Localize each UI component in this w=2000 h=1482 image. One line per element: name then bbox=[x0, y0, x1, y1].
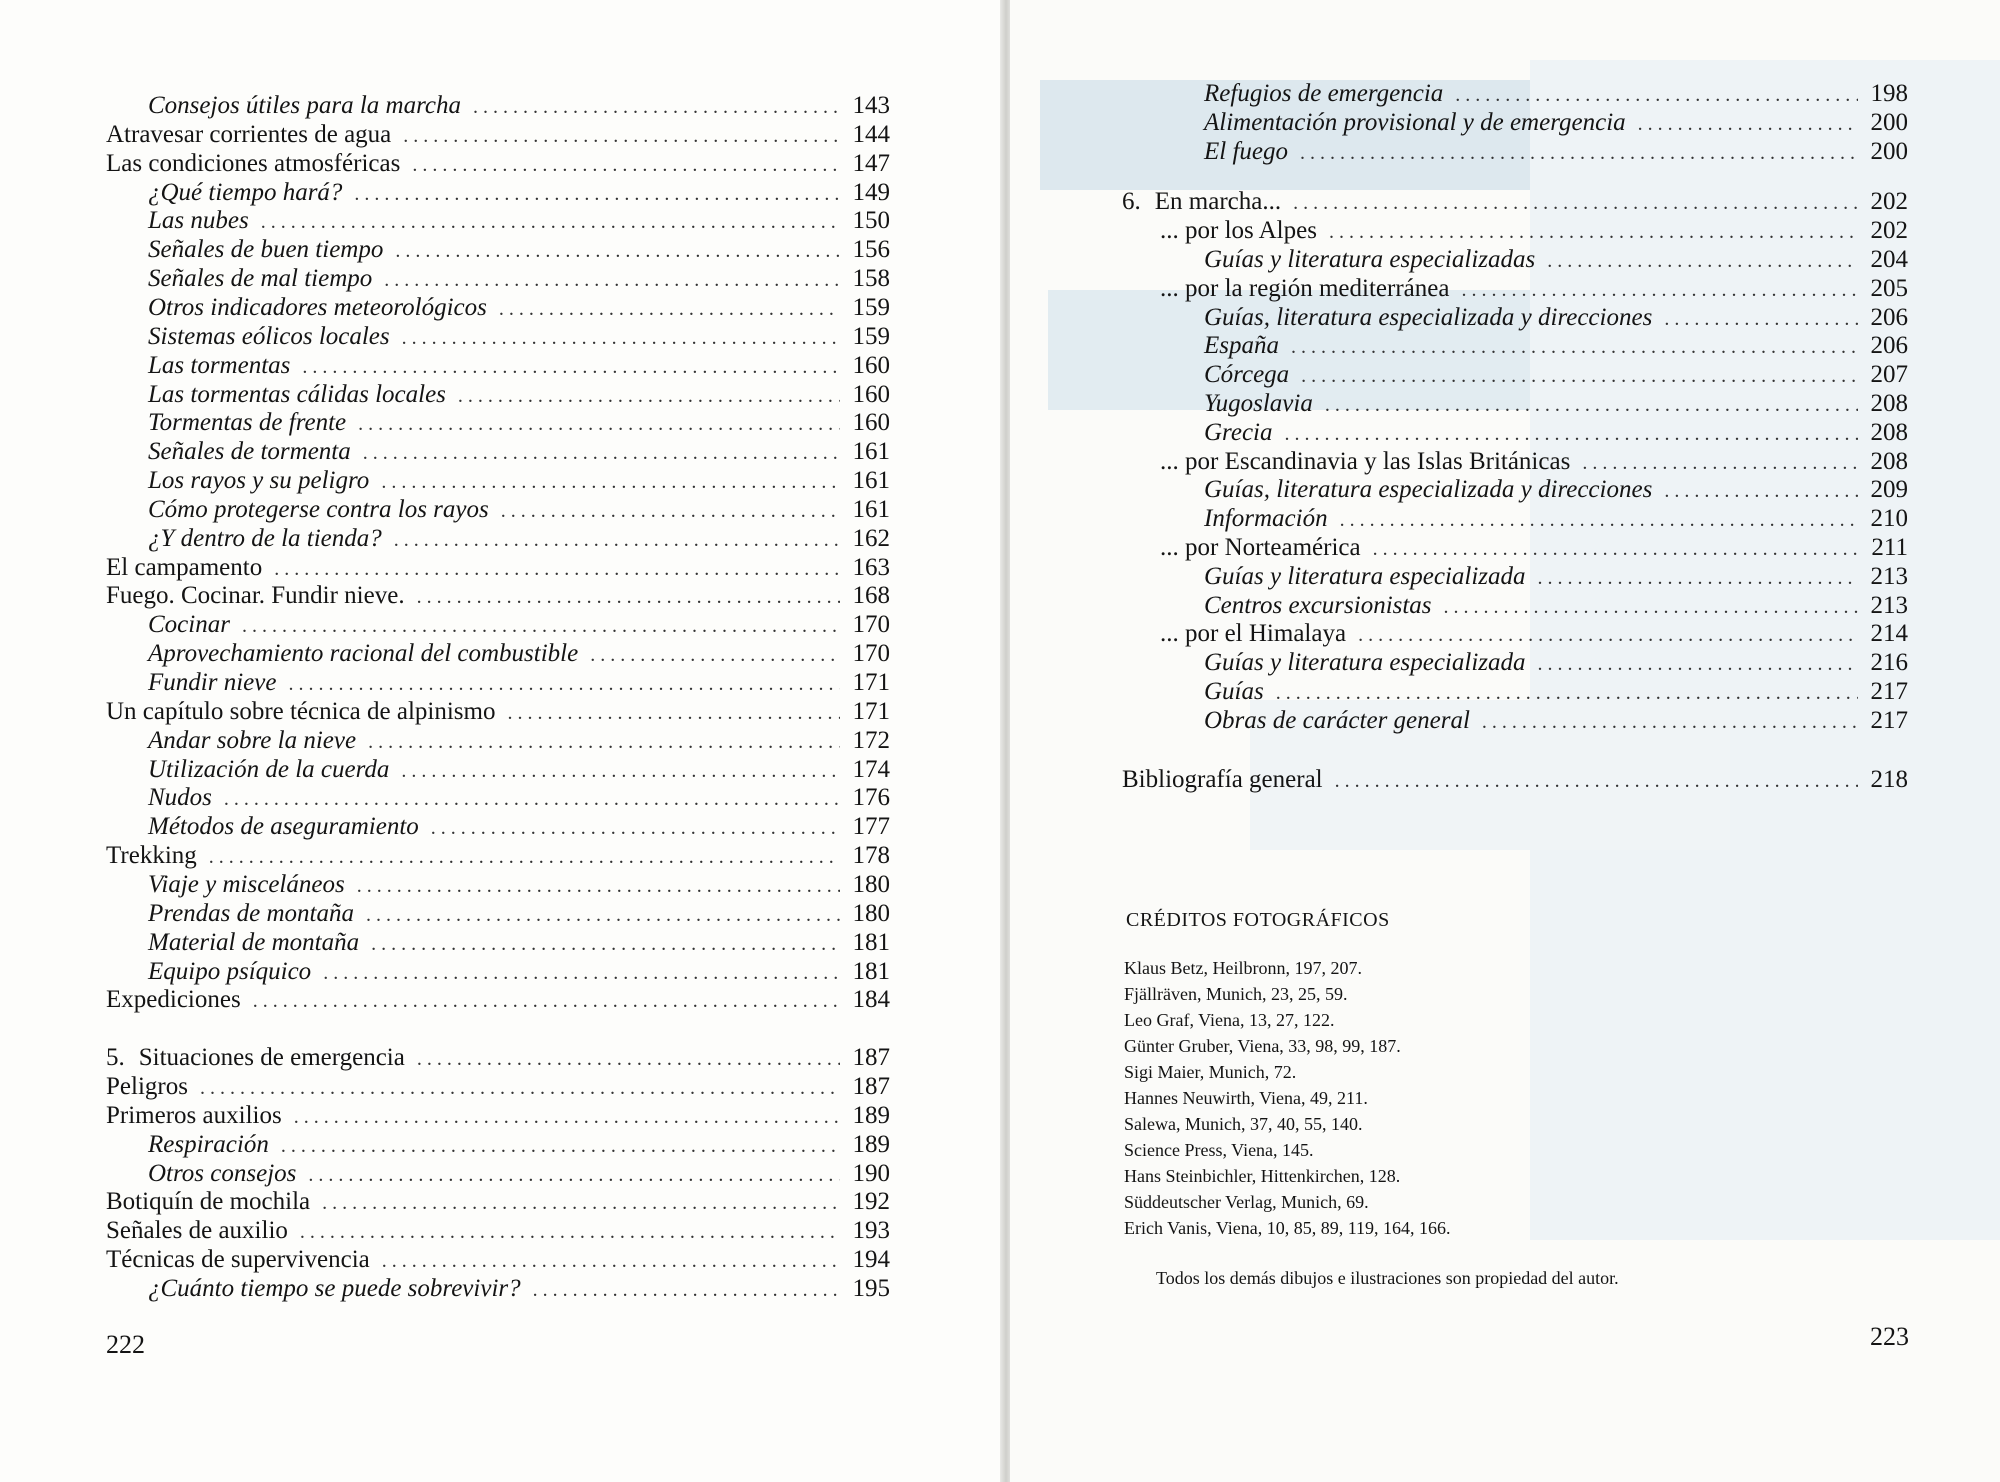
toc-entry bbox=[106, 496, 890, 524]
dot-leader bbox=[363, 439, 840, 467]
toc-entry bbox=[106, 294, 890, 322]
toc-entry bbox=[1116, 448, 1908, 476]
dot-leader bbox=[417, 583, 840, 611]
toc-entry-title: ... por Norteamérica bbox=[1160, 534, 1361, 561]
toc-entry bbox=[1116, 592, 1908, 620]
toc-entry bbox=[106, 179, 890, 207]
toc-entry-title: Guías y literatura especializada bbox=[1204, 563, 1526, 590]
toc-entry bbox=[106, 323, 890, 351]
toc-entry-title: Consejos útiles para la marcha bbox=[148, 92, 461, 119]
toc-entry bbox=[106, 207, 890, 235]
toc-entry-title: Atravesar corrientes de agua bbox=[106, 121, 392, 148]
dot-leader bbox=[590, 641, 840, 669]
credit-line: Sigi Maier, Munich, 72. bbox=[1124, 1062, 1297, 1082]
toc-entry-title: Botiquín de mochila bbox=[106, 1188, 311, 1215]
toc-entry bbox=[106, 1275, 890, 1303]
dot-leader bbox=[274, 555, 840, 583]
toc-entry-page: 150 bbox=[852, 207, 890, 234]
toc-entry-page: 160 bbox=[852, 381, 890, 408]
dot-leader bbox=[358, 410, 840, 438]
dot-leader bbox=[302, 353, 840, 381]
toc-entry bbox=[1116, 390, 1908, 418]
credits-heading: CRÉDITOS FOTOGRÁFICOS bbox=[1126, 909, 1390, 931]
dot-leader bbox=[261, 208, 840, 236]
dot-leader bbox=[1358, 621, 1858, 649]
toc-entry bbox=[1116, 361, 1908, 389]
toc-entry-page: 217 bbox=[1870, 678, 1908, 705]
credit-line: Hannes Neuwirth, Viena, 49, 211. bbox=[1124, 1088, 1368, 1108]
toc-entry-page: 207 bbox=[1870, 361, 1908, 388]
toc-entry-title: Señales de buen tiempo bbox=[148, 236, 384, 263]
toc-entry-page: 213 bbox=[1870, 563, 1908, 590]
dot-leader bbox=[473, 93, 840, 121]
dot-leader bbox=[1329, 218, 1858, 246]
toc-entry-page: 161 bbox=[852, 496, 890, 523]
toc-entry-title: Las condiciones atmosféricas bbox=[106, 150, 401, 177]
toc-entry bbox=[106, 958, 890, 986]
toc-entry bbox=[106, 381, 890, 409]
toc-entry bbox=[1116, 649, 1908, 677]
toc-entry bbox=[106, 727, 890, 755]
dot-leader bbox=[394, 526, 840, 554]
credit-line: Science Press, Viena, 145. bbox=[1124, 1140, 1314, 1160]
toc-entry-title: Otros indicadores meteorológicos bbox=[148, 294, 487, 321]
toc-entry bbox=[1116, 80, 1908, 108]
toc-entry bbox=[106, 929, 890, 957]
dot-leader bbox=[1444, 593, 1858, 621]
toc-entry-page: 206 bbox=[1870, 332, 1908, 359]
toc-entry-page: 144 bbox=[852, 121, 890, 148]
toc-entry-title: Equipo psíquico bbox=[148, 958, 312, 985]
toc-entry-page: 202 bbox=[1870, 217, 1908, 244]
toc-entry bbox=[106, 1073, 890, 1101]
toc-entry-title: En marcha... bbox=[1154, 188, 1282, 215]
toc-entry-title: ¿Cuánto tiempo se puede sobrevivir? bbox=[148, 1275, 521, 1302]
toc-entry-page: 210 bbox=[1870, 505, 1908, 532]
dot-leader bbox=[533, 1276, 840, 1304]
dot-leader bbox=[1582, 449, 1858, 477]
credit-line: Süddeutscher Verlag, Munich, 69. bbox=[1124, 1192, 1369, 1212]
toc-entry-title: Andar sobre la nieve bbox=[148, 727, 357, 754]
dot-leader bbox=[1340, 506, 1858, 534]
toc-entry-page: 190 bbox=[852, 1160, 890, 1187]
toc-entry-title: Situaciones de emergencia bbox=[138, 1044, 405, 1071]
toc-entry-page: 218 bbox=[1870, 766, 1908, 793]
toc-entry-title: Expediciones bbox=[106, 986, 241, 1013]
toc-entry-page: 208 bbox=[1870, 419, 1908, 446]
toc-entry bbox=[106, 986, 890, 1014]
toc-entry-page: 200 bbox=[1870, 109, 1908, 136]
toc-entry-page: 181 bbox=[852, 929, 890, 956]
toc-entry-page: 176 bbox=[852, 784, 890, 811]
toc-entry-page: 202 bbox=[1870, 188, 1908, 215]
toc-entry-title: Primeros auxilios bbox=[106, 1102, 282, 1129]
toc-entry bbox=[1116, 620, 1908, 648]
toc-entry-page: 159 bbox=[852, 294, 890, 321]
toc-entry-page: 170 bbox=[852, 640, 890, 667]
toc-entry-title: Cómo protegerse contra los rayos bbox=[148, 496, 489, 523]
toc-entry-title: Trekking bbox=[106, 842, 197, 869]
toc-entry-title: Fuego. Cocinar. Fundir nieve. bbox=[106, 582, 405, 609]
toc-entry-page: 174 bbox=[852, 756, 890, 783]
dot-leader bbox=[288, 670, 840, 698]
dot-leader bbox=[281, 1132, 840, 1160]
toc-entry-title: Bibliografía general bbox=[1122, 766, 1323, 793]
toc-entry-title: Guías y literatura especializada bbox=[1204, 649, 1526, 676]
toc-entry bbox=[106, 813, 890, 841]
toc-entry-title: Otros consejos bbox=[148, 1160, 297, 1187]
toc-entry-title: Técnicas de supervivencia bbox=[106, 1246, 370, 1273]
toc-entry bbox=[106, 698, 890, 726]
toc-entry-page: 189 bbox=[852, 1131, 890, 1158]
toc-entry-page: 208 bbox=[1870, 448, 1908, 475]
toc-entry-title: Las tormentas cálidas locales bbox=[148, 381, 446, 408]
toc-entry bbox=[106, 582, 890, 610]
dot-leader bbox=[1300, 139, 1858, 167]
dot-leader bbox=[403, 122, 840, 150]
toc-entry-page: 187 bbox=[852, 1073, 890, 1100]
toc-entry bbox=[106, 92, 890, 120]
toc-entry-page: 161 bbox=[852, 438, 890, 465]
toc-entry bbox=[106, 1246, 890, 1274]
page-number-right: 223 bbox=[1870, 1322, 1909, 1351]
toc-entry-page: 187 bbox=[852, 1044, 890, 1071]
credit-line: Hans Steinbichler, Hittenkirchen, 128. bbox=[1124, 1166, 1401, 1186]
chapter-number: 6. bbox=[1122, 188, 1141, 215]
toc-entry-page: 171 bbox=[852, 698, 890, 725]
toc-entry bbox=[106, 438, 890, 466]
dot-leader bbox=[1455, 81, 1858, 109]
toc-entry bbox=[1116, 563, 1908, 591]
toc-entry-title: Fundir nieve bbox=[148, 669, 277, 696]
toc-entry bbox=[1116, 138, 1908, 166]
toc-entry-page: 189 bbox=[852, 1102, 890, 1129]
toc-entry-page: 159 bbox=[852, 323, 890, 350]
toc-entry-page: 160 bbox=[852, 352, 890, 379]
toc-entry bbox=[106, 121, 890, 149]
toc-entry-title: Guías, literatura especializada y direcciones bbox=[1204, 304, 1653, 331]
page-number-left: 222 bbox=[106, 1330, 145, 1359]
toc-entry-title: Un capítulo sobre técnica de alpinismo bbox=[106, 698, 496, 725]
dot-leader bbox=[242, 612, 840, 640]
toc-entry-page: 177 bbox=[852, 813, 890, 840]
dot-leader bbox=[1461, 276, 1858, 304]
credits-note: Todos los demás dibujos e ilustraciones son propiedad del autor. bbox=[1156, 1268, 1619, 1288]
toc-entry bbox=[106, 467, 890, 495]
dot-leader bbox=[402, 324, 840, 352]
toc-entry-page: 180 bbox=[852, 900, 890, 927]
toc-entry bbox=[106, 525, 890, 553]
toc-entry bbox=[1116, 332, 1908, 360]
toc-entry bbox=[106, 409, 890, 437]
dot-leader bbox=[1638, 110, 1858, 138]
toc-entry bbox=[106, 611, 890, 639]
toc-entry bbox=[106, 352, 890, 380]
toc-entry-page: 156 bbox=[852, 236, 890, 263]
toc-entry bbox=[1116, 304, 1908, 332]
dot-leader bbox=[1276, 679, 1858, 707]
toc-entry-title: Yugoslavia bbox=[1204, 390, 1313, 417]
toc-entry-title: Respiración bbox=[148, 1131, 269, 1158]
toc-entry-title: Viaje y misceláneos bbox=[148, 871, 345, 898]
toc-entry-title: Métodos de aseguramiento bbox=[148, 813, 419, 840]
dot-leader bbox=[1664, 305, 1858, 333]
toc-entry-page: 170 bbox=[852, 611, 890, 638]
toc-entry-page: 180 bbox=[852, 871, 890, 898]
dot-leader bbox=[1538, 650, 1859, 678]
toc-entry-page: 178 bbox=[852, 842, 890, 869]
toc-entry bbox=[1116, 275, 1908, 303]
toc-entry-page: 184 bbox=[852, 986, 890, 1013]
credit-line: Klaus Betz, Heilbronn, 197, 207. bbox=[1124, 958, 1362, 978]
toc-entry-page: 193 bbox=[852, 1217, 890, 1244]
toc-entry-title: Material de montaña bbox=[148, 929, 360, 956]
toc-entry-title: Guías y literatura especializadas bbox=[1204, 246, 1536, 273]
toc-entry-title: ... por los Alpes bbox=[1160, 217, 1317, 244]
toc-entry-title: Obras de carácter general bbox=[1204, 707, 1470, 734]
dot-leader bbox=[384, 266, 840, 294]
dot-leader bbox=[395, 237, 840, 265]
toc-entry-title: Peligros bbox=[106, 1073, 188, 1100]
dot-leader bbox=[1293, 189, 1858, 217]
dot-leader bbox=[381, 468, 840, 496]
dot-leader bbox=[308, 1161, 840, 1189]
toc-entry-page: 214 bbox=[1870, 620, 1908, 647]
dot-leader bbox=[366, 901, 840, 929]
toc-entry bbox=[106, 669, 890, 697]
toc-entry-page: 172 bbox=[852, 727, 890, 754]
toc-entry-page: 204 bbox=[1870, 246, 1908, 273]
dot-leader bbox=[1538, 564, 1859, 592]
toc-entry-page: 209 bbox=[1870, 476, 1908, 503]
dot-leader bbox=[1547, 247, 1858, 275]
toc-entry-page: 161 bbox=[852, 467, 890, 494]
dot-leader bbox=[1482, 708, 1858, 736]
toc-entry bbox=[106, 640, 890, 668]
toc-entry-title: Refugios de emergencia bbox=[1204, 80, 1444, 107]
toc-entry bbox=[1116, 766, 1908, 794]
toc-entry bbox=[106, 1160, 890, 1188]
credit-line: Erich Vanis, Viena, 10, 85, 89, 119, 164, 166. bbox=[1124, 1218, 1451, 1238]
toc-entry-title: España bbox=[1204, 332, 1279, 359]
toc-entry bbox=[106, 1131, 890, 1159]
dot-leader bbox=[294, 1103, 840, 1131]
toc-entry bbox=[106, 842, 890, 870]
dot-leader bbox=[368, 728, 840, 756]
toc-entry bbox=[1116, 476, 1908, 504]
toc-entry-title: ¿Y dentro de la tienda? bbox=[148, 525, 382, 552]
toc-entry bbox=[106, 900, 890, 928]
toc-entry-page: 168 bbox=[852, 582, 890, 609]
toc-entry bbox=[106, 265, 890, 293]
dot-leader bbox=[1285, 420, 1859, 448]
toc-entry-title: ... por Escandinavia y las Islas Británicas bbox=[1160, 448, 1571, 475]
dot-leader bbox=[200, 1074, 840, 1102]
toc-entry bbox=[106, 1102, 890, 1130]
toc-entry-title: Señales de mal tiempo bbox=[148, 265, 373, 292]
credit-line: Günter Gruber, Viena, 33, 98, 99, 187. bbox=[1124, 1036, 1401, 1056]
dot-leader bbox=[354, 180, 840, 208]
chapter-number: 5. bbox=[106, 1044, 125, 1071]
toc-entry-title: Señales de tormenta bbox=[148, 438, 351, 465]
toc-entry-title: Alimentación provisional y de emergencia bbox=[1204, 109, 1626, 136]
toc-entry-title: ... por la región mediterránea bbox=[1160, 275, 1450, 302]
toc-entry bbox=[1116, 188, 1908, 216]
credit-line: Leo Graf, Viena, 13, 27, 122. bbox=[1124, 1010, 1335, 1030]
credit-line: Fjällräven, Munich, 23, 25, 59. bbox=[1124, 984, 1348, 1004]
toc-entry-page: 216 bbox=[1870, 649, 1908, 676]
dot-leader bbox=[323, 959, 840, 987]
dot-leader bbox=[499, 295, 840, 323]
toc-entry-page: 171 bbox=[852, 669, 890, 696]
toc-entry-title: ¿Qué tiempo hará? bbox=[148, 179, 343, 206]
toc-entry-title: El campamento bbox=[106, 554, 263, 581]
toc-entry-title: Guías, literatura especializada y direcciones bbox=[1204, 476, 1653, 503]
toc-entry bbox=[106, 756, 890, 784]
dot-leader bbox=[371, 930, 840, 958]
toc-entry-page: 213 bbox=[1870, 592, 1908, 619]
toc-entry-page: 163 bbox=[852, 554, 890, 581]
toc-entry-title: Tormentas de frente bbox=[148, 409, 347, 436]
toc-entry bbox=[106, 1188, 890, 1216]
dot-leader bbox=[1325, 391, 1858, 419]
dot-leader bbox=[1301, 362, 1858, 390]
toc-entry-page: 160 bbox=[852, 409, 890, 436]
toc-entry-title: ... por el Himalaya bbox=[1160, 620, 1347, 647]
toc-entry-page: 162 bbox=[852, 525, 890, 552]
toc-entry-page: 206 bbox=[1870, 304, 1908, 331]
toc-entry-page: 158 bbox=[852, 265, 890, 292]
toc-entry bbox=[106, 1044, 890, 1072]
dot-leader bbox=[417, 1045, 840, 1073]
dot-leader bbox=[1291, 333, 1858, 361]
toc-entry-title: Cocinar bbox=[148, 611, 230, 638]
credits-list bbox=[1124, 955, 1451, 1241]
dot-leader bbox=[401, 757, 840, 785]
dot-leader bbox=[357, 872, 840, 900]
dot-leader bbox=[382, 1247, 840, 1275]
toc-entry-page: 211 bbox=[1871, 534, 1908, 561]
toc-entry-title: Los rayos y su peligro bbox=[148, 467, 370, 494]
toc-entry-page: 147 bbox=[852, 150, 890, 177]
toc-entry bbox=[1116, 505, 1908, 533]
dot-leader bbox=[209, 843, 840, 871]
toc-entry-page: 149 bbox=[852, 179, 890, 206]
dot-leader bbox=[1335, 767, 1858, 795]
dot-leader bbox=[300, 1218, 840, 1246]
toc-entry bbox=[106, 236, 890, 264]
toc-entry-title: Centros excursionistas bbox=[1204, 592, 1432, 619]
credit-line: Salewa, Munich, 37, 40, 55, 140. bbox=[1124, 1114, 1363, 1134]
dot-leader bbox=[507, 699, 840, 727]
dot-leader bbox=[458, 382, 840, 410]
toc-entry-title: Utilización de la cuerda bbox=[148, 756, 390, 783]
dot-leader bbox=[1373, 535, 1858, 563]
toc-entry bbox=[106, 554, 890, 582]
dot-leader bbox=[322, 1189, 840, 1217]
toc-entry-title: Aprovechamiento racional del combustible bbox=[148, 640, 579, 667]
toc-entry bbox=[1116, 534, 1908, 562]
toc-entry-page: 217 bbox=[1870, 707, 1908, 734]
dot-leader bbox=[224, 785, 840, 813]
dot-leader bbox=[253, 987, 840, 1015]
toc-entry-page: 181 bbox=[852, 958, 890, 985]
toc-entry bbox=[1116, 217, 1908, 245]
dot-leader bbox=[1664, 477, 1858, 505]
dot-leader bbox=[412, 151, 840, 179]
toc-entry-title: Información bbox=[1204, 505, 1328, 532]
toc-entry-title: Prendas de montaña bbox=[148, 900, 354, 927]
toc-entry-page: 205 bbox=[1870, 275, 1908, 302]
toc-entry-title: Nudos bbox=[148, 784, 212, 811]
toc-entry bbox=[1116, 109, 1908, 137]
toc-entry bbox=[106, 150, 890, 178]
toc-entry bbox=[1116, 419, 1908, 447]
toc-entry-page: 192 bbox=[852, 1188, 890, 1215]
dot-leader bbox=[501, 497, 840, 525]
toc-entry bbox=[106, 871, 890, 899]
toc-entry-title: Las nubes bbox=[148, 207, 249, 234]
toc-entry-title: Sistemas eólicos locales bbox=[148, 323, 390, 350]
toc-entry-title: Córcega bbox=[1204, 361, 1290, 388]
toc-entry-title: El fuego bbox=[1204, 138, 1289, 165]
toc-entry bbox=[1116, 707, 1908, 735]
toc-entry-title: Señales de auxilio bbox=[106, 1217, 288, 1244]
toc-entry bbox=[106, 1217, 890, 1245]
toc-entry-title: Las tormentas bbox=[148, 352, 291, 379]
toc-entry-page: 194 bbox=[852, 1246, 890, 1273]
dot-leader bbox=[431, 814, 840, 842]
toc-entry-page: 208 bbox=[1870, 390, 1908, 417]
toc-entry bbox=[106, 784, 890, 812]
toc-entry bbox=[1116, 678, 1908, 706]
toc-entry-title: Grecia bbox=[1204, 419, 1273, 446]
toc-entry bbox=[1116, 246, 1908, 274]
toc-entry-page: 200 bbox=[1870, 138, 1908, 165]
toc-entry-page: 143 bbox=[852, 92, 890, 119]
toc-entry-page: 195 bbox=[852, 1275, 890, 1302]
toc-entry-page: 198 bbox=[1870, 80, 1908, 107]
toc-entry-title: Guías bbox=[1204, 678, 1264, 705]
